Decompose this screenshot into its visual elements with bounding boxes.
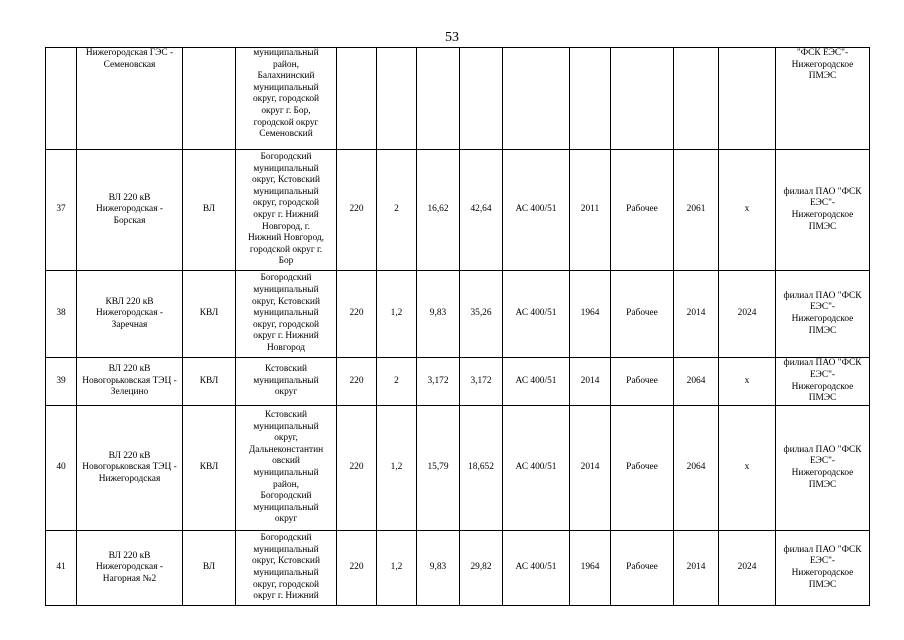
total-length-cell: 42,64 [460, 150, 503, 271]
length-cell: 9,83 [417, 531, 460, 606]
year-recon-cell: 2024 [719, 531, 776, 606]
state-cell: Рабочее [611, 150, 674, 271]
territory-cell: Кстовский муниципальный округ, Дальнеконстантин овский муниципальный район, Богородский муниципальный округ [236, 406, 337, 531]
row-number-cell: 40 [46, 406, 77, 531]
line-name-cell: ВЛ 220 кВ Новогорьковская ТЭЦ - Нижегородская [77, 406, 183, 531]
year-built-cell [570, 48, 611, 150]
voltage-cell: 220 [337, 271, 377, 358]
line-type-cell: КВЛ [183, 271, 236, 358]
table-row [46, 358, 870, 406]
territory-cell: Богородский муниципальный округ, Кстовский муниципальный округ, городской округ г. Нижний [236, 531, 337, 606]
length-cell: 9,83 [417, 271, 460, 358]
wire-brand-cell: АС 400/51 [503, 271, 570, 358]
circuits-cell: 2 [377, 358, 417, 406]
owner-cell: филиал ПАО "ФСК ЕЭС"- Нижегородское ПМЭС [776, 531, 870, 606]
voltage-cell: 220 [337, 358, 377, 406]
line-type-cell: ВЛ [183, 531, 236, 606]
line-type-cell: КВЛ [183, 358, 236, 406]
year-built-cell: 2011 [570, 150, 611, 271]
territory-cell: Богородский муниципальный округ, Кстовский муниципальный округ, городской округ г. Нижний Новгород, г. Нижний Новгород, городской округ г. Бор [236, 150, 337, 271]
row-number-cell: 39 [46, 358, 77, 406]
year-end-cell: 2014 [674, 531, 719, 606]
territory-cell: Кстовский муниципальный округ [236, 358, 337, 406]
year-end-cell [674, 48, 719, 150]
total-length-cell: 29,82 [460, 531, 503, 606]
line-type-cell [183, 48, 236, 150]
year-end-cell: 2064 [674, 406, 719, 531]
circuits-cell: 2 [377, 150, 417, 271]
line-name-cell: ВЛ 220 кВ Нижегородская - Нагорная №2 [77, 531, 183, 606]
line-name-cell: КВЛ 220 кВ Нижегородская - Заречная [77, 271, 183, 358]
line-type-cell: КВЛ [183, 406, 236, 531]
line-name-cell: ВЛ 220 кВ Новогорьковская ТЭЦ - Зелецино [77, 358, 183, 406]
total-length-cell: 18,652 [460, 406, 503, 531]
wire-brand-cell: АС 400/51 [503, 358, 570, 406]
owner-cell: филиал ПАО "ФСК ЕЭС"- Нижегородское ПМЭС [776, 406, 870, 531]
table-row [46, 150, 870, 271]
length-cell: 15,79 [417, 406, 460, 531]
line-name-cell: ВЛ 220 кВ Нижегородская - Борская [77, 150, 183, 271]
state-cell [611, 48, 674, 150]
year-recon-cell: x [719, 406, 776, 531]
total-length-cell: 3,172 [460, 358, 503, 406]
wire-brand-cell: АС 400/51 [503, 406, 570, 531]
page-number: 53 [445, 30, 459, 45]
circuits-cell: 1,2 [377, 406, 417, 531]
row-number-cell: 37 [46, 150, 77, 271]
table-row [46, 48, 870, 150]
year-recon-cell: x [719, 150, 776, 271]
row-number-cell: 41 [46, 531, 77, 606]
state-cell: Рабочее [611, 358, 674, 406]
territory-cell: муниципальный район, Балахнинский муниципальный округ, городской округ г. Бор, городской округ Семеновский [236, 48, 337, 150]
line-type-cell: ВЛ [183, 150, 236, 271]
table-row [46, 531, 870, 606]
state-cell: Рабочее [611, 406, 674, 531]
year-built-cell: 2014 [570, 358, 611, 406]
state-cell: Рабочее [611, 271, 674, 358]
owner-cell: филиал ПАО "ФСК ЕЭС"- Нижегородское ПМЭС [776, 150, 870, 271]
length-cell [417, 48, 460, 150]
total-length-cell: 35,26 [460, 271, 503, 358]
power-lines-table [45, 47, 870, 606]
row-number-cell: 38 [46, 271, 77, 358]
year-end-cell: 2061 [674, 150, 719, 271]
year-end-cell: 2064 [674, 358, 719, 406]
wire-brand-cell: АС 400/51 [503, 150, 570, 271]
territory-cell: Богородский муниципальный округ, Кстовский муниципальный округ, городской округ г. Нижний Новгород [236, 271, 337, 358]
total-length-cell [460, 48, 503, 150]
table-row [46, 271, 870, 358]
year-built-cell: 2014 [570, 406, 611, 531]
line-name-cell: Нижегородская ГЭС - Семеновская [77, 48, 183, 150]
year-built-cell: 1964 [570, 271, 611, 358]
circuits-cell: 1,2 [377, 531, 417, 606]
owner-cell: филиал ПАО "ФСК ЕЭС"- Нижегородское ПМЭС [776, 358, 870, 406]
year-end-cell: 2014 [674, 271, 719, 358]
length-cell: 16,62 [417, 150, 460, 271]
wire-brand-cell: АС 400/51 [503, 531, 570, 606]
year-recon-cell: 2024 [719, 271, 776, 358]
circuits-cell: 1,2 [377, 271, 417, 358]
state-cell: Рабочее [611, 531, 674, 606]
voltage-cell: 220 [337, 531, 377, 606]
length-cell: 3,172 [417, 358, 460, 406]
year-built-cell: 1964 [570, 531, 611, 606]
circuits-cell [377, 48, 417, 150]
table-row [46, 406, 870, 531]
owner-cell: "ФСК ЕЭС"- Нижегородское ПМЭС [776, 48, 870, 150]
owner-cell: филиал ПАО "ФСК ЕЭС"- Нижегородское ПМЭС [776, 271, 870, 358]
voltage-cell: 220 [337, 406, 377, 531]
voltage-cell [337, 48, 377, 150]
year-recon-cell: x [719, 358, 776, 406]
row-number-cell [46, 48, 77, 150]
year-recon-cell [719, 48, 776, 150]
voltage-cell: 220 [337, 150, 377, 271]
wire-brand-cell [503, 48, 570, 150]
